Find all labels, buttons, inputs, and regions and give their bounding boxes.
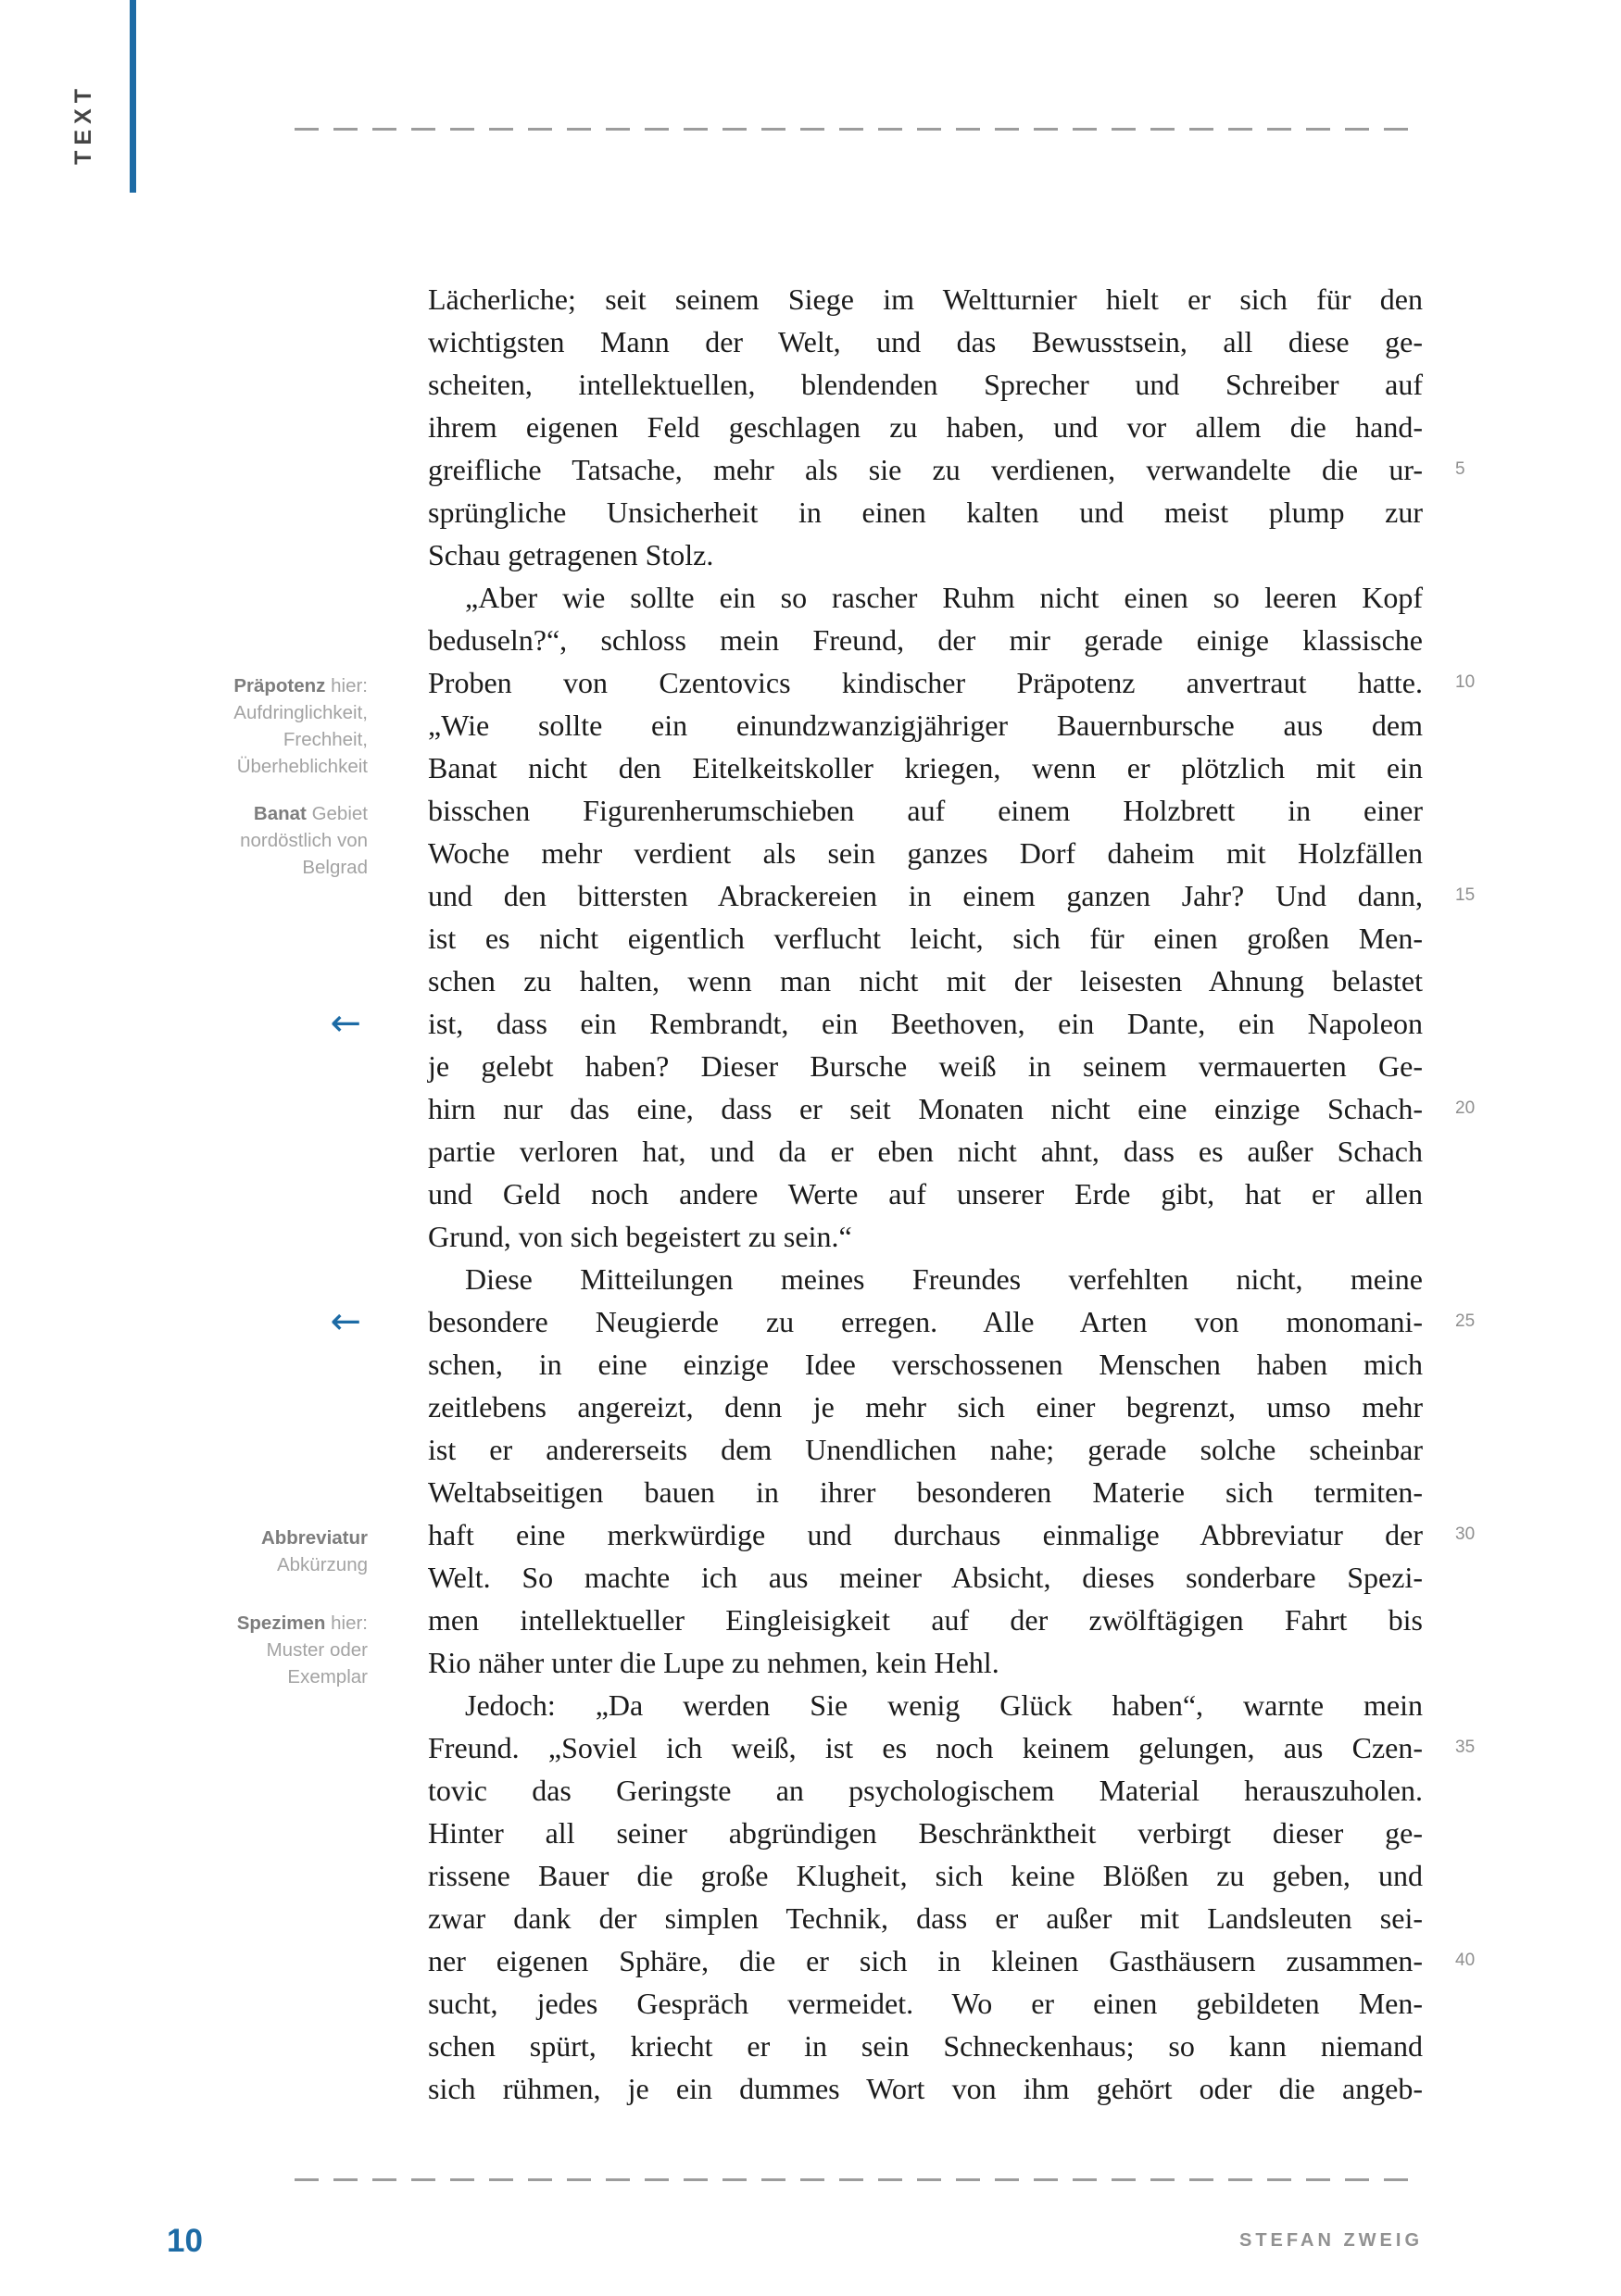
- text-line: [428, 704, 1423, 747]
- text-line: [428, 1982, 1423, 2025]
- text-line-content: Hinter all seiner abgründigen Beschränktheit verbirgt dieser ge-: [428, 1816, 1423, 1850]
- text-line-content: Rio näher unter die Lupe zu nehmen, kein Hehl.: [428, 1646, 999, 1679]
- margin-note-line: Aufdringlichkeit,: [233, 702, 368, 723]
- text-line-content: Lächerliche; seit seinem Siege im Weltturnier hielt er sich für den: [428, 282, 1423, 316]
- text-line: [428, 619, 1423, 661]
- text-line-content: „Wie sollte ein einundzwanzigjähriger Bauernbursche aus dem: [428, 709, 1423, 742]
- margin-note-line: Präpotenz hier:: [233, 675, 368, 696]
- page-number: 10: [167, 2223, 203, 2259]
- line-number: 35: [1455, 1738, 1476, 1757]
- text-line-content: hirn nur das eine, dass er seit Monaten nicht eine einzige Schach-: [428, 1092, 1423, 1125]
- text-line-content: partie verloren hat, und da er eben nicht ahnt, dass es außer Schach: [428, 1135, 1423, 1168]
- text-line-content: Proben von Czentovics kindischer Präpotenz anvertraut hatte.: [428, 666, 1423, 699]
- text-line-content: bisschen Figurenherumschieben auf einem Holzbrett in einer: [428, 794, 1423, 827]
- text-line: [428, 1002, 1423, 1045]
- text-line: [428, 1513, 1476, 1556]
- text-line: [428, 1599, 1423, 1641]
- margin-note: [62, 800, 368, 881]
- text-line-content: Freund. „Soviel ich weiß, ist es noch keinem gelungen, aus Czen-: [428, 1731, 1423, 1764]
- text-line-content: greifliche Tatsache, mehr als sie zu verdienen, verwandelte die ur-: [428, 453, 1423, 486]
- margin-note-line: Abbreviatur: [260, 1527, 368, 1549]
- line-number: 30: [1455, 1524, 1476, 1544]
- text-line-content: rissene Bauer die große Klugheit, sich keine Blößen zu geben, und: [428, 1859, 1423, 1892]
- text-line-content: sich rühmen, je ein dummes Wort von ihm gehört oder die angeb-: [428, 2072, 1423, 2105]
- text-line: [428, 1939, 1476, 1982]
- left-arrow-icon: ←: [330, 1300, 361, 1343]
- text-line: [428, 960, 1423, 1002]
- text-line-content: Welt. So machte ich aus meiner Absicht, dieses sonderbare Spezi-: [428, 1561, 1423, 1594]
- text-line: [428, 1173, 1423, 1215]
- text-line: [428, 576, 1423, 619]
- text-line: [428, 448, 1465, 491]
- text-line-content: wichtigsten Mann der Welt, und das Bewusstsein, all diese ge-: [428, 325, 1423, 358]
- text-line: [428, 1045, 1423, 1087]
- text-line: [428, 832, 1423, 874]
- text-line: [428, 363, 1423, 406]
- margin-note-line: Abkürzung: [276, 1554, 368, 1575]
- text-line-content: Schau getragenen Stolz.: [428, 538, 714, 571]
- margin-note: [62, 1524, 368, 1578]
- margin-note-line: Muster oder: [266, 1639, 368, 1661]
- text-line-content: ist er andererseits dem Unendlichen nahe; gerade solche scheinbar: [428, 1433, 1423, 1466]
- line-number: 10: [1455, 672, 1476, 692]
- text-line: [428, 1087, 1476, 1130]
- line-number: 25: [1455, 1311, 1476, 1331]
- text-line: [428, 747, 1423, 789]
- margin-note-line: Spezimen hier:: [236, 1612, 368, 1634]
- text-line-content: Banat nicht den Eitelkeitskoller kriegen, wenn er plötzlich mit ein: [428, 751, 1423, 784]
- line-number: 40: [1455, 1951, 1476, 1970]
- margin-note: [62, 672, 368, 780]
- text-line: [428, 1897, 1423, 1939]
- text-line-content: tovic das Geringste an psychologischem Material herauszuholen.: [428, 1774, 1423, 1807]
- text-line-content: zwar dank der simplen Technik, dass er außer mit Landsleuten sei-: [428, 1901, 1423, 1935]
- text-line-content: Weltabseitigen bauen in ihrer besonderen Materie sich termiten-: [428, 1475, 1423, 1509]
- text-line: [428, 1343, 1423, 1386]
- text-line: [428, 2067, 1423, 2110]
- text-line: [428, 2025, 1423, 2067]
- margin-note-line: Belgrad: [302, 857, 368, 878]
- text-line-content: Grund, von sich begeistert zu sein.“: [428, 1220, 852, 1253]
- text-line: [428, 1215, 1423, 1258]
- text-line: [428, 406, 1423, 448]
- text-line-content: ner eigenen Sphäre, die er sich in kleinen Gasthäusern zusammen-: [428, 1944, 1423, 1977]
- text-line-content: ist es nicht eigentlich verflucht leicht, sich für einen großen Men-: [428, 922, 1423, 955]
- text-line: [428, 1684, 1423, 1726]
- margin-note-line: Banat Gebiet: [253, 803, 368, 824]
- text-line: [428, 533, 1423, 576]
- margin-note-line: Überheblichkeit: [236, 756, 368, 777]
- line-number: 20: [1455, 1098, 1476, 1118]
- main-text: [428, 278, 1476, 2110]
- margin-note-line: nordöstlich von: [240, 830, 368, 851]
- text-line-content: besondere Neugierde zu erregen. Alle Arten von monomani-: [428, 1305, 1423, 1338]
- bottom-divider: [295, 2178, 1423, 2181]
- text-line: [428, 1258, 1423, 1300]
- text-line: [428, 1769, 1423, 1812]
- text-line: [428, 917, 1423, 960]
- author-label: STEFAN ZWEIG: [1239, 2230, 1423, 2251]
- line-number: 5: [1455, 459, 1465, 479]
- text-line: [428, 320, 1423, 363]
- margin-note-line: Exemplar: [287, 1666, 368, 1687]
- text-line-content: schen zu halten, wenn man nicht mit der leisesten Ahnung belastet: [428, 964, 1423, 997]
- text-line-content: schen spürt, kriecht er in sein Schneckenhaus; so kann niemand: [428, 2029, 1423, 2063]
- text-line-content: und den bittersten Abrackereien in einem ganzen Jahr? Und dann,: [428, 879, 1423, 912]
- left-arrow-icon: ←: [330, 1002, 361, 1045]
- text-line-content: und Geld noch andere Werte auf unserer Erde gibt, hat er allen: [428, 1177, 1423, 1211]
- text-line-content: beduseln?“, schloss mein Freund, der mir gerade einige klassische: [428, 623, 1423, 657]
- text-line: [428, 1641, 1423, 1684]
- text-line-content: zeitlebens angereizt, denn je mehr sich einer begrenzt, umso mehr: [428, 1390, 1423, 1424]
- text-line-content: Jedoch: „Da werden Sie wenig Glück haben“, warnte mein: [465, 1688, 1423, 1722]
- text-line: [428, 661, 1476, 704]
- text-line: [428, 1854, 1423, 1897]
- section-label: TEXT: [70, 83, 96, 165]
- text-line: [428, 1812, 1423, 1854]
- text-line-content: ihrem eigenen Feld geschlagen zu haben, und vor allem die hand-: [428, 410, 1423, 444]
- text-line-content: Diese Mitteilungen meines Freundes verfehlten nicht, meine: [465, 1262, 1423, 1296]
- text-line: [428, 789, 1423, 832]
- section-tab-bar: [130, 0, 136, 193]
- text-line-content: Woche mehr verdient als sein ganzes Dorf daheim mit Holzfällen: [428, 836, 1423, 870]
- text-line-content: scheiten, intellektuellen, blendenden Sprecher und Schreiber auf: [428, 368, 1423, 401]
- text-line: [428, 1130, 1423, 1173]
- text-line-content: schen, in eine einzige Idee verschossenen Menschen haben mich: [428, 1348, 1423, 1381]
- top-divider: [295, 128, 1423, 131]
- text-line: [428, 278, 1423, 320]
- text-line: [428, 1428, 1423, 1471]
- margin-note: [62, 1610, 368, 1690]
- text-line-content: „Aber wie sollte ein so rascher Ruhm nicht einen so leeren Kopf: [465, 581, 1423, 614]
- margin-note-line: Frechheit,: [283, 729, 368, 750]
- text-line: [428, 874, 1476, 917]
- text-line-content: haft eine merkwürdige und durchaus einmalige Abbreviatur der: [428, 1518, 1423, 1551]
- text-line-content: je gelebt haben? Dieser Bursche weiß in seinem vermauerten Ge-: [428, 1049, 1423, 1083]
- text-line: [428, 1471, 1423, 1513]
- text-line: [428, 1386, 1423, 1428]
- text-line: [428, 1726, 1476, 1769]
- text-line: [428, 1300, 1476, 1343]
- text-line-content: ist, dass ein Rembrandt, ein Beethoven, ein Dante, ein Napoleon: [428, 1007, 1423, 1040]
- text-line-content: sucht, jedes Gespräch vermeidet. Wo er einen gebildeten Men-: [428, 1987, 1423, 2020]
- text-line-content: men intellektueller Eingleisigkeit auf der zwölftägigen Fahrt bis: [428, 1603, 1423, 1637]
- text-line: [428, 1556, 1423, 1599]
- text-line: [428, 491, 1423, 533]
- line-number: 15: [1455, 885, 1476, 905]
- text-line-content: sprüngliche Unsicherheit in einen kalten und meist plump zur: [428, 496, 1423, 529]
